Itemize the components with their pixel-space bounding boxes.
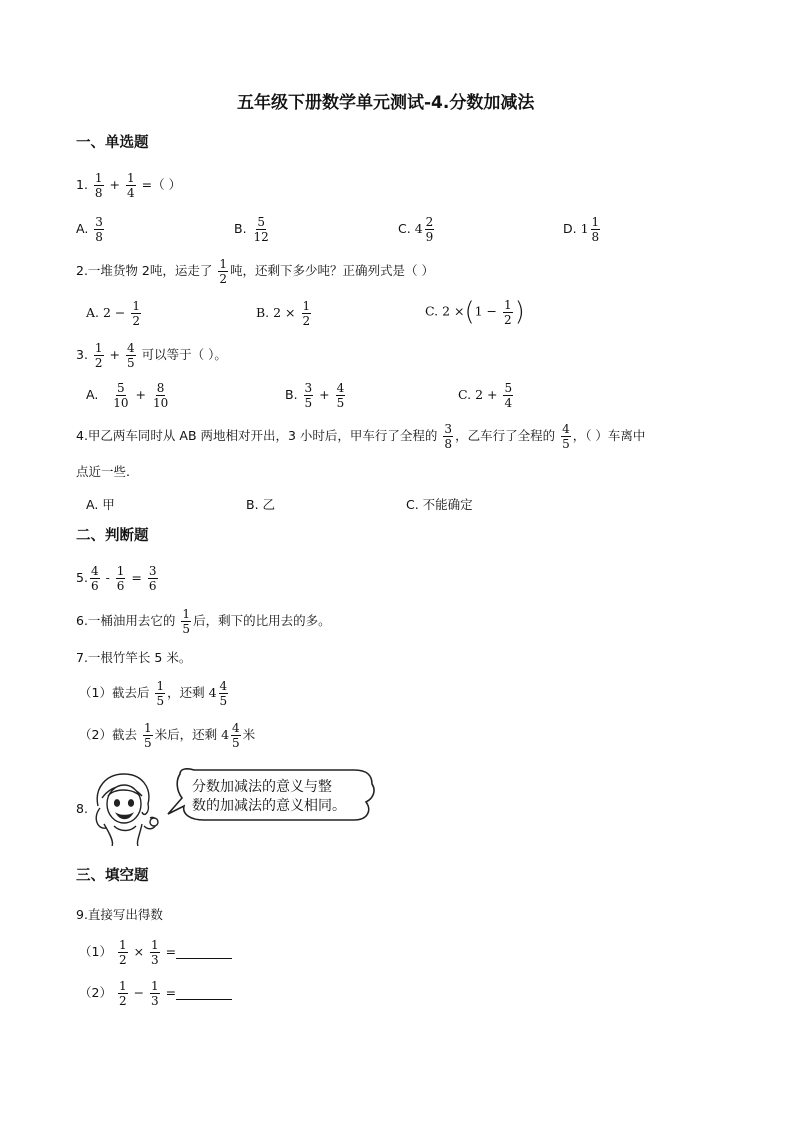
paren: ) xyxy=(514,297,525,327)
part-label: （1） xyxy=(79,944,112,959)
fraction: $\frac{4}{5}$ xyxy=(336,381,345,410)
operator: + xyxy=(109,347,121,362)
operator: + xyxy=(109,177,121,192)
question-7-part-2 xyxy=(79,722,255,749)
question-text: 米 xyxy=(242,727,256,742)
q4-option-c[interactable]: C. 不能确定 xyxy=(406,497,473,512)
section-heading-true-false: 二、判断题 xyxy=(76,528,149,544)
answer-blank: =（ ） xyxy=(141,177,182,192)
option-label: A. xyxy=(76,221,89,236)
option-label: C. xyxy=(398,221,411,236)
question-text: 4.甲乙两车同时从 AB 两地相对开出，3 小时后，甲车行了全程的 xyxy=(76,428,438,443)
question-text: 6.一桶油用去它的 xyxy=(76,613,176,628)
fraction: $\frac{3}{8}$ xyxy=(444,422,453,451)
section-heading-fill-blank: 三、填空题 xyxy=(76,868,149,884)
option-label: A. xyxy=(86,387,99,402)
question-8-number: 8. xyxy=(76,801,88,816)
question-9-part-2 xyxy=(79,980,232,1007)
fraction: $\frac{4}{5}$ xyxy=(232,721,240,750)
part-label: （2） xyxy=(79,985,112,1000)
question-text: （1）截去后 xyxy=(79,685,150,700)
option-label: B. xyxy=(234,221,247,236)
q3-option-b[interactable] xyxy=(285,382,347,409)
question-9-part-1 xyxy=(79,939,232,966)
question-2 xyxy=(76,258,434,285)
question-text: ，还剩 xyxy=(167,685,205,700)
question-text: 2.一堆货物 2吨，运走了 xyxy=(76,263,213,278)
fraction: $\frac{1}{2}$ xyxy=(302,299,311,328)
fraction: $\frac{1}{3}$ xyxy=(151,938,159,967)
fraction: $\frac{1}{2}$ xyxy=(94,341,103,370)
fraction: $\frac{2}{9}$ xyxy=(425,215,434,244)
operator: × xyxy=(133,944,145,959)
whole-number: 4 xyxy=(414,221,423,236)
answer-blank[interactable] xyxy=(176,946,232,959)
question-text: 可以等于（ ）。 xyxy=(141,347,227,362)
q1-option-c[interactable] xyxy=(398,216,436,243)
fraction: $\frac{1}{8}$ xyxy=(94,171,103,200)
fraction: $\frac{1}{5}$ xyxy=(143,721,152,750)
fraction: $\frac{1}{2}$ xyxy=(504,297,512,327)
question-text: 米后，还剩 xyxy=(154,727,218,742)
question-text: ，（ ）车离中 xyxy=(572,428,646,443)
question-text: 后，剩下的比用去的多。 xyxy=(193,613,331,628)
fraction: $\frac{1}{5}$ xyxy=(156,679,165,708)
fraction: $\frac{1}{3}$ xyxy=(151,979,159,1008)
fraction: $\frac{1}{2}$ xyxy=(219,257,227,286)
question-5 xyxy=(76,565,160,592)
question-7-part-1 xyxy=(79,680,230,707)
fraction: $\frac{1}{4}$ xyxy=(127,171,135,200)
operator: = xyxy=(165,944,177,959)
q1-option-a[interactable] xyxy=(76,216,106,243)
fraction: $\frac{4}{5}$ xyxy=(219,679,228,708)
answer-blank[interactable] xyxy=(176,987,232,1000)
whole-number: 4 xyxy=(208,685,217,700)
q3-option-c[interactable] xyxy=(458,382,515,409)
operator: = xyxy=(131,570,142,585)
paren: ( xyxy=(464,297,475,327)
operator: − xyxy=(133,985,145,1000)
operator: + xyxy=(135,387,146,402)
question-3 xyxy=(76,342,227,369)
page-title: 五年级下册数学单元测试-4.分数加减法 xyxy=(237,93,535,113)
question-1 xyxy=(76,172,181,199)
fraction: $\frac{4}{6}$ xyxy=(90,564,99,593)
question-7: 7.一根竹竿长 5 米。 xyxy=(76,650,192,665)
fraction: $\frac{5}{12}$ xyxy=(253,215,269,244)
option-label: B. xyxy=(285,387,298,402)
operator: + xyxy=(319,387,330,402)
fraction: $\frac{5}{4}$ xyxy=(504,381,513,410)
q4-option-a[interactable]: A. 甲 xyxy=(86,497,115,512)
fraction: $\frac{4}{5}$ xyxy=(562,422,570,451)
fraction: $\frac{1}{2}$ xyxy=(132,299,140,328)
q3-option-a[interactable] xyxy=(86,382,171,409)
question-6 xyxy=(76,608,331,635)
girl-illustration xyxy=(96,774,158,846)
question-text: 吨，还剩下多少吨？正确列式是（ ） xyxy=(229,263,434,278)
whole-number: 1 xyxy=(580,221,589,236)
question-number: 3. xyxy=(76,347,88,362)
question-number: 5. xyxy=(76,570,88,585)
q4-option-b[interactable]: B. 乙 xyxy=(246,497,276,512)
option-label: D. xyxy=(563,221,577,236)
operator: - xyxy=(105,570,110,585)
q1-option-b[interactable] xyxy=(234,216,272,243)
question-number: 1. xyxy=(76,177,88,192)
question-9: 9.直接写出得数 xyxy=(76,907,163,922)
fraction: $\frac{1}{2}$ xyxy=(118,938,127,967)
speech-bubble-text-line-2: 数的加减法的意义相同。 xyxy=(192,798,346,814)
section-heading-single-choice: 一、单选题 xyxy=(76,135,149,151)
fraction: $\frac{3}{6}$ xyxy=(148,564,157,593)
fraction: $\frac{3}{8}$ xyxy=(95,215,103,244)
option-label: A. 2 − xyxy=(86,305,126,320)
fraction: $\frac{4}{5}$ xyxy=(127,341,135,370)
operator: = xyxy=(165,985,177,1000)
q2-option-c[interactable] xyxy=(425,297,525,327)
q1-option-d[interactable] xyxy=(563,216,602,243)
option-label: C. 2 + xyxy=(458,387,498,402)
whole-number: 4 xyxy=(221,727,230,742)
q2-option-b[interactable] xyxy=(256,300,313,327)
question-text: ，乙车行了全程的 xyxy=(455,428,556,443)
fraction: $\frac{5}{10}$ xyxy=(113,381,129,410)
question-4 xyxy=(76,423,645,450)
question-4-continued: 点近一些. xyxy=(76,464,130,479)
fraction: $\frac{1}{2}$ xyxy=(118,979,127,1008)
q2-option-a[interactable] xyxy=(86,300,143,327)
fraction: $\frac{1}{5}$ xyxy=(182,607,191,636)
expression: 1 − xyxy=(474,303,498,319)
fraction: $\frac{3}{5}$ xyxy=(304,381,313,410)
fraction: $\frac{8}{10}$ xyxy=(152,381,169,410)
question-text: （2）截去 xyxy=(79,727,137,742)
option-label: C. 2 × xyxy=(425,303,465,319)
fraction: $\frac{1}{8}$ xyxy=(591,215,600,244)
speech-bubble-text-line-1: 分数加减法的意义与整 xyxy=(192,779,332,795)
option-label: B. 2 × xyxy=(256,305,296,320)
fraction: $\frac{1}{6}$ xyxy=(116,564,125,593)
